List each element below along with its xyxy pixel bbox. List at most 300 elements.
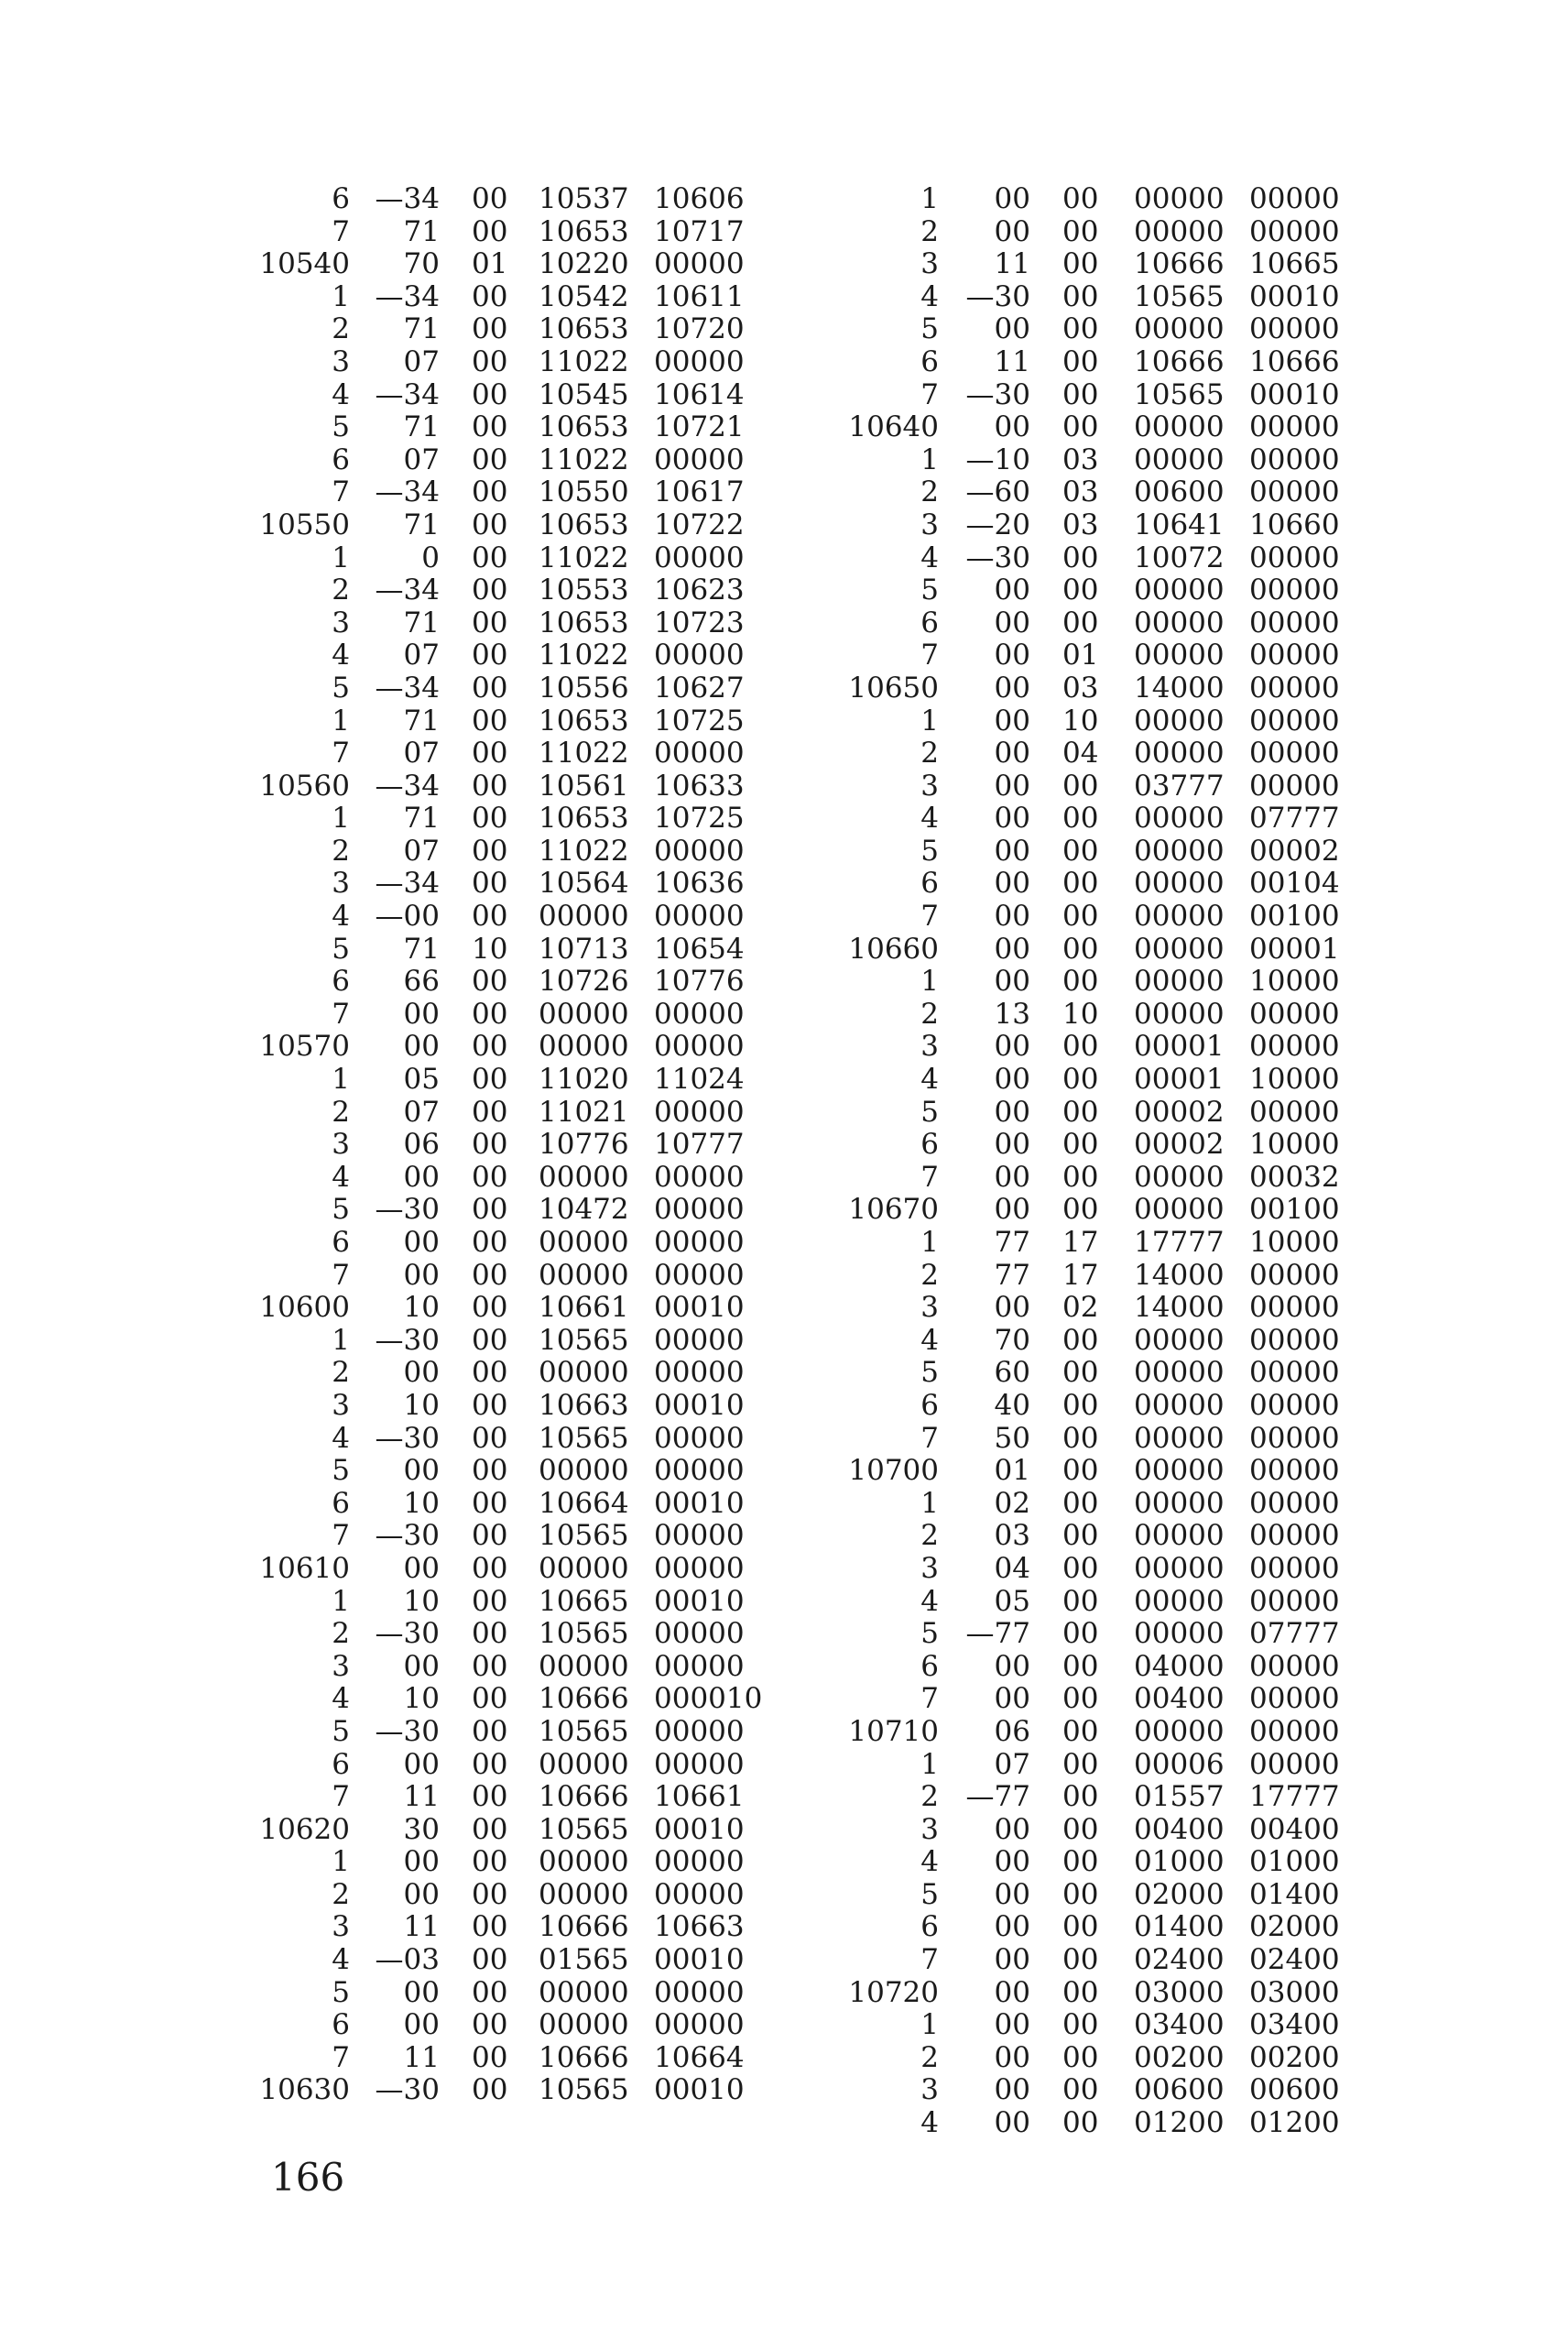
address2-cell: 00000 — [1249, 182, 1340, 215]
address2-cell: 00000 — [654, 541, 745, 574]
modifier-cell: 00 — [1062, 182, 1099, 215]
address1-cell: 00000 — [1134, 1323, 1225, 1357]
address-cell: 6 — [920, 867, 939, 901]
opcode-cell: 66 — [403, 965, 440, 999]
address-cell: 10670 — [848, 1193, 939, 1227]
address-cell: 7 — [920, 900, 939, 934]
address-cell: 10550 — [259, 508, 350, 541]
address1-cell: 10220 — [539, 247, 629, 281]
modifier-cell: 00 — [472, 704, 508, 737]
opcode-cell: 07 — [403, 639, 440, 672]
opcode-cell: —20 — [965, 508, 1030, 541]
address1-cell: 10653 — [539, 312, 629, 346]
modifier-cell: 00 — [472, 1193, 508, 1227]
address1-cell: 00000 — [539, 2008, 629, 2042]
address1-cell: 02000 — [1134, 1877, 1225, 1911]
modifier-cell: 00 — [1062, 1193, 1099, 1227]
address1-cell: 10565 — [1134, 279, 1225, 313]
opcode-cell: —34 — [375, 182, 440, 215]
address-cell: 3 — [332, 1128, 350, 1162]
address2-cell: 10661 — [654, 1780, 745, 1814]
address1-cell: 00000 — [1134, 900, 1225, 934]
address-cell: 5 — [332, 410, 350, 444]
address1-cell: 10565 — [539, 2073, 629, 2107]
opcode-cell: 00 — [994, 834, 1030, 868]
address-cell: 4 — [920, 1845, 939, 1879]
address-cell: 1 — [332, 1323, 350, 1357]
address1-cell: 10664 — [539, 1486, 629, 1520]
opcode-cell: —30 — [375, 1193, 440, 1227]
address2-cell: 00032 — [1249, 1160, 1340, 1194]
address2-cell: 02000 — [1249, 1910, 1340, 1944]
modifier-cell: 00 — [1062, 410, 1099, 444]
address-cell: 5 — [920, 1095, 939, 1129]
address1-cell: 00000 — [1134, 1160, 1225, 1194]
opcode-cell: 00 — [994, 704, 1030, 737]
opcode-cell: —03 — [375, 1943, 440, 1977]
opcode-cell: —34 — [375, 574, 440, 607]
opcode-cell: 00 — [403, 1877, 440, 1911]
address1-cell: 00400 — [1134, 1812, 1225, 1846]
modifier-cell: 00 — [1062, 1584, 1099, 1618]
address-cell: 7 — [332, 1519, 350, 1553]
address-cell: 2 — [920, 1780, 939, 1814]
modifier-cell: 04 — [1062, 737, 1099, 770]
address-cell: 2 — [920, 2040, 939, 2074]
modifier-cell: 00 — [1062, 1519, 1099, 1553]
address1-cell: 10565 — [539, 1519, 629, 1553]
modifier-cell: 00 — [1062, 247, 1099, 281]
address1-cell: 10565 — [539, 1714, 629, 1748]
address1-cell: 10653 — [539, 802, 629, 836]
address1-cell: 00000 — [1134, 1193, 1225, 1227]
address2-cell: 00000 — [1249, 312, 1340, 346]
address2-cell: 00000 — [654, 1975, 745, 2009]
opcode-cell: 00 — [994, 737, 1030, 770]
address1-cell: 00000 — [539, 900, 629, 934]
opcode-cell: —00 — [375, 900, 440, 934]
address1-cell: 10072 — [1134, 541, 1225, 574]
modifier-cell: 00 — [1062, 2106, 1099, 2140]
address-cell: 4 — [332, 1421, 350, 1455]
modifier-cell: 00 — [472, 1910, 508, 1944]
address2-cell: 00000 — [654, 1095, 745, 1129]
address-cell: 7 — [332, 475, 350, 509]
address2-cell: 00000 — [654, 2008, 745, 2042]
address-cell: 4 — [332, 900, 350, 934]
modifier-cell: 00 — [1062, 1747, 1099, 1781]
address2-cell: 00000 — [654, 900, 745, 934]
address-cell: 10650 — [848, 671, 939, 705]
opcode-cell: 00 — [994, 410, 1030, 444]
opcode-cell: 00 — [994, 606, 1030, 639]
modifier-cell: 03 — [1062, 442, 1099, 476]
address2-cell: 10720 — [654, 312, 745, 346]
opcode-cell: 71 — [403, 312, 440, 346]
address2-cell: 00010 — [1249, 377, 1340, 411]
modifier-cell: 00 — [1062, 1356, 1099, 1390]
address-cell: 5 — [920, 574, 939, 607]
address2-cell: 00002 — [1249, 834, 1340, 868]
modifier-cell: 00 — [1062, 214, 1099, 248]
address1-cell: 11021 — [539, 1095, 629, 1129]
address2-cell: 00000 — [1249, 737, 1340, 770]
opcode-cell: —77 — [965, 1617, 1030, 1651]
address1-cell: 11022 — [539, 442, 629, 476]
address-cell: 4 — [920, 1323, 939, 1357]
address1-cell: 00000 — [539, 1160, 629, 1194]
modifier-cell: 00 — [1062, 1845, 1099, 1879]
address2-cell: 02400 — [1249, 1943, 1340, 1977]
opcode-cell: 00 — [994, 639, 1030, 672]
modifier-cell: 01 — [472, 247, 508, 281]
opcode-cell: —77 — [965, 1780, 1030, 1814]
address1-cell: 03777 — [1134, 769, 1225, 803]
address2-cell: 00000 — [654, 442, 745, 476]
address1-cell: 00000 — [1134, 639, 1225, 672]
address-cell: 4 — [332, 1160, 350, 1194]
address1-cell: 00000 — [1134, 1584, 1225, 1618]
address1-cell: 00000 — [1134, 737, 1225, 770]
address1-cell: 00001 — [1134, 1063, 1225, 1097]
modifier-cell: 00 — [1062, 1095, 1099, 1129]
address-cell: 1 — [920, 704, 939, 737]
modifier-cell: 00 — [1062, 965, 1099, 999]
address2-cell: 00000 — [654, 344, 745, 378]
opcode-cell: 00 — [994, 1682, 1030, 1716]
address2-cell: 00000 — [1249, 410, 1340, 444]
address-cell: 2 — [332, 1095, 350, 1129]
address2-cell: 00200 — [1249, 2040, 1340, 2074]
address2-cell: 10000 — [1249, 965, 1340, 999]
address2-cell: 17777 — [1249, 1780, 1340, 1814]
address-cell: 3 — [332, 1388, 350, 1422]
address2-cell: 00010 — [654, 2073, 745, 2107]
modifier-cell: 00 — [472, 802, 508, 836]
opcode-cell: —10 — [965, 442, 1030, 476]
address1-cell: 00200 — [1134, 2040, 1225, 2074]
opcode-cell: 00 — [994, 2073, 1030, 2107]
modifier-cell: 00 — [1062, 1063, 1099, 1097]
opcode-cell: 70 — [403, 247, 440, 281]
page-number: 166 — [271, 2155, 345, 2200]
modifier-cell: 00 — [1062, 2073, 1099, 2107]
opcode-cell: 00 — [994, 900, 1030, 934]
opcode-cell: 00 — [403, 1845, 440, 1879]
opcode-cell: 00 — [994, 2008, 1030, 2042]
address-cell: 7 — [920, 639, 939, 672]
address-cell: 4 — [920, 1584, 939, 1618]
address-cell: 2 — [920, 737, 939, 770]
address-cell: 6 — [332, 442, 350, 476]
address-cell: 7 — [332, 214, 350, 248]
address-cell: 7 — [332, 737, 350, 770]
modifier-cell: 00 — [1062, 312, 1099, 346]
address2-cell: 01000 — [1249, 1845, 1340, 1879]
address1-cell: 11022 — [539, 344, 629, 378]
address2-cell: 00000 — [654, 834, 745, 868]
modifier-cell: 00 — [472, 671, 508, 705]
address2-cell: 00000 — [654, 1747, 745, 1781]
address-cell: 2 — [920, 997, 939, 1031]
opcode-cell: 00 — [994, 932, 1030, 966]
modifier-cell: 00 — [472, 997, 508, 1031]
address1-cell: 00000 — [539, 1877, 629, 1911]
address-cell: 5 — [332, 932, 350, 966]
address-cell: 4 — [920, 802, 939, 836]
opcode-cell: 00 — [994, 965, 1030, 999]
address1-cell: 00600 — [1134, 475, 1225, 509]
modifier-cell: 00 — [472, 1454, 508, 1488]
modifier-cell: 00 — [472, 1226, 508, 1259]
address-cell: 2 — [332, 1356, 350, 1390]
opcode-cell: 10 — [403, 1584, 440, 1618]
modifier-cell: 00 — [472, 1258, 508, 1292]
address2-cell: 00010 — [654, 1388, 745, 1422]
address1-cell: 00000 — [1134, 704, 1225, 737]
address1-cell: 00400 — [1134, 1682, 1225, 1716]
address2-cell: 00104 — [1249, 867, 1340, 901]
address-cell: 6 — [920, 1128, 939, 1162]
address-cell: 2 — [332, 1617, 350, 1651]
address2-cell: 00000 — [1249, 1388, 1340, 1422]
opcode-cell: —34 — [375, 671, 440, 705]
address2-cell: 00000 — [654, 1356, 745, 1390]
address1-cell: 00000 — [1134, 932, 1225, 966]
address1-cell: 00000 — [1134, 1454, 1225, 1488]
address-cell: 10720 — [848, 1975, 939, 2009]
address2-cell: 10614 — [654, 377, 745, 411]
address2-cell: 00010 — [654, 1812, 745, 1846]
address1-cell: 10653 — [539, 704, 629, 737]
modifier-cell: 10 — [1062, 704, 1099, 737]
address-cell: 3 — [332, 606, 350, 639]
address2-cell: 00000 — [654, 1877, 745, 1911]
modifier-cell: 00 — [472, 2008, 508, 2042]
address-cell: 4 — [920, 1063, 939, 1097]
address1-cell: 10653 — [539, 606, 629, 639]
address1-cell: 10564 — [539, 867, 629, 901]
address-cell: 3 — [332, 344, 350, 378]
address2-cell: 10664 — [654, 2040, 745, 2074]
opcode-cell: —30 — [375, 1421, 440, 1455]
modifier-cell: 17 — [1062, 1258, 1099, 1292]
address2-cell: 10000 — [1249, 1063, 1340, 1097]
address1-cell: 01400 — [1134, 1910, 1225, 1944]
modifier-cell: 00 — [1062, 1128, 1099, 1162]
address1-cell: 00000 — [1134, 1617, 1225, 1651]
address1-cell: 10556 — [539, 671, 629, 705]
address2-cell: 00000 — [1249, 769, 1340, 803]
opcode-cell: 00 — [994, 1877, 1030, 1911]
opcode-cell: 60 — [994, 1356, 1030, 1390]
address1-cell: 00000 — [1134, 997, 1225, 1031]
opcode-cell: 11 — [403, 1910, 440, 1944]
address2-cell: 00000 — [1249, 997, 1340, 1031]
modifier-cell: 00 — [472, 475, 508, 509]
address2-cell: 00000 — [1249, 606, 1340, 639]
modifier-cell: 00 — [1062, 834, 1099, 868]
opcode-cell: 00 — [994, 214, 1030, 248]
address1-cell: 00000 — [1134, 410, 1225, 444]
modifier-cell: 00 — [1062, 867, 1099, 901]
modifier-cell: 00 — [472, 1160, 508, 1194]
address-cell: 1 — [920, 182, 939, 215]
address2-cell: 10665 — [1249, 247, 1340, 281]
address2-cell: 00000 — [654, 1845, 745, 1879]
address2-cell: 00010 — [654, 1584, 745, 1618]
opcode-cell: 71 — [403, 410, 440, 444]
modifier-cell: 00 — [472, 1063, 508, 1097]
address1-cell: 10472 — [539, 1193, 629, 1227]
address-cell: 1 — [332, 704, 350, 737]
address2-cell: 00000 — [1249, 541, 1340, 574]
modifier-cell: 03 — [1062, 671, 1099, 705]
address-cell: 1 — [332, 1845, 350, 1879]
address2-cell: 10723 — [654, 606, 745, 639]
modifier-cell: 00 — [1062, 1551, 1099, 1585]
address2-cell: 00000 — [654, 1649, 745, 1683]
opcode-cell: 00 — [403, 1258, 440, 1292]
address-cell: 10660 — [848, 932, 939, 966]
opcode-cell: 05 — [994, 1584, 1030, 1618]
modifier-cell: 01 — [1062, 639, 1099, 672]
address-cell: 4 — [332, 1682, 350, 1716]
opcode-cell: 00 — [403, 1226, 440, 1259]
address2-cell: 11024 — [654, 1063, 745, 1097]
address1-cell: 10553 — [539, 574, 629, 607]
address2-cell: 10777 — [654, 1128, 745, 1162]
address2-cell: 00000 — [654, 1226, 745, 1259]
address2-cell: 00000 — [1249, 574, 1340, 607]
address2-cell: 07777 — [1249, 802, 1340, 836]
address1-cell: 00000 — [539, 1649, 629, 1683]
modifier-cell: 00 — [472, 1128, 508, 1162]
modifier-cell: 00 — [472, 1551, 508, 1585]
address1-cell: 00000 — [1134, 802, 1225, 836]
address2-cell: 00000 — [1249, 704, 1340, 737]
opcode-cell: 71 — [403, 704, 440, 737]
address-cell: 5 — [332, 1714, 350, 1748]
address-cell: 7 — [920, 1421, 939, 1455]
opcode-cell: 71 — [403, 508, 440, 541]
modifier-cell: 00 — [472, 2040, 508, 2074]
modifier-cell: 00 — [1062, 1388, 1099, 1422]
opcode-cell: 00 — [994, 1975, 1030, 2009]
opcode-cell: —30 — [965, 279, 1030, 313]
address2-cell: 00000 — [1249, 1519, 1340, 1553]
opcode-cell: 00 — [994, 1943, 1030, 1977]
address1-cell: 00000 — [539, 1356, 629, 1390]
address-cell: 1 — [920, 2008, 939, 2042]
address1-cell: 00000 — [1134, 182, 1225, 215]
address2-cell: 00000 — [1249, 1258, 1340, 1292]
address2-cell: 00000 — [1249, 1291, 1340, 1325]
address1-cell: 00000 — [1134, 312, 1225, 346]
opcode-cell: 07 — [994, 1747, 1030, 1781]
address-cell: 3 — [332, 1649, 350, 1683]
address1-cell: 10666 — [1134, 344, 1225, 378]
address2-cell: 10606 — [654, 182, 745, 215]
address1-cell: 10713 — [539, 932, 629, 966]
address2-cell: 10654 — [654, 932, 745, 966]
modifier-cell: 00 — [472, 606, 508, 639]
address2-cell: 00000 — [1249, 1584, 1340, 1618]
address1-cell: 10666 — [539, 1682, 629, 1716]
address-cell: 2 — [332, 1877, 350, 1911]
address2-cell: 00000 — [1249, 1486, 1340, 1520]
address2-cell: 00000 — [1249, 1356, 1340, 1390]
opcode-cell: 01 — [994, 1454, 1030, 1488]
address1-cell: 10565 — [539, 1323, 629, 1357]
opcode-cell: 00 — [994, 2106, 1030, 2140]
address-cell: 7 — [920, 1160, 939, 1194]
modifier-cell: 00 — [472, 182, 508, 215]
modifier-cell: 00 — [1062, 1617, 1099, 1651]
opcode-cell: 13 — [994, 997, 1030, 1031]
opcode-cell: —30 — [375, 1714, 440, 1748]
address1-cell: 00000 — [1134, 1519, 1225, 1553]
opcode-cell: 71 — [403, 606, 440, 639]
opcode-cell: 00 — [403, 1454, 440, 1488]
address2-cell: 10617 — [654, 475, 745, 509]
address-cell: 5 — [920, 312, 939, 346]
address1-cell: 17777 — [1134, 1226, 1225, 1259]
address2-cell: 00600 — [1249, 2073, 1340, 2107]
address-cell: 1 — [920, 1486, 939, 1520]
opcode-cell: 30 — [403, 1812, 440, 1846]
modifier-cell: 00 — [472, 965, 508, 999]
modifier-cell: 00 — [472, 574, 508, 607]
address1-cell: 10641 — [1134, 508, 1225, 541]
address2-cell: 01400 — [1249, 1877, 1340, 1911]
opcode-cell: —34 — [375, 867, 440, 901]
opcode-cell: 11 — [403, 2040, 440, 2074]
modifier-cell: 00 — [1062, 377, 1099, 411]
address1-cell: 10545 — [539, 377, 629, 411]
address-cell: 7 — [332, 1258, 350, 1292]
address-cell: 10560 — [259, 769, 350, 803]
opcode-cell: 00 — [403, 997, 440, 1031]
opcode-cell: 11 — [994, 247, 1030, 281]
address2-cell: 10636 — [654, 867, 745, 901]
address1-cell: 00000 — [1134, 965, 1225, 999]
modifier-cell: 10 — [1062, 997, 1099, 1031]
opcode-cell: 00 — [994, 671, 1030, 705]
address2-cell: 00000 — [654, 1323, 745, 1357]
opcode-cell: 77 — [994, 1258, 1030, 1292]
modifier-cell: 00 — [472, 410, 508, 444]
modifier-cell: 00 — [472, 769, 508, 803]
address2-cell: 00000 — [1249, 442, 1340, 476]
address1-cell: 00000 — [1134, 1421, 1225, 1455]
opcode-cell: 00 — [994, 1291, 1030, 1325]
address1-cell: 10776 — [539, 1128, 629, 1162]
address2-cell: 00000 — [1249, 1030, 1340, 1064]
address-cell: 5 — [332, 1193, 350, 1227]
address2-cell: 00000 — [1249, 1747, 1340, 1781]
address2-cell: 10000 — [1249, 1226, 1340, 1259]
address-cell: 2 — [332, 834, 350, 868]
opcode-cell: 00 — [994, 1845, 1030, 1879]
address1-cell: 04000 — [1134, 1649, 1225, 1683]
modifier-cell: 00 — [472, 639, 508, 672]
address-cell: 6 — [332, 965, 350, 999]
modifier-cell: 03 — [1062, 508, 1099, 541]
opcode-cell: 71 — [403, 214, 440, 248]
address2-cell: 00000 — [654, 1454, 745, 1488]
opcode-cell: 10 — [403, 1388, 440, 1422]
